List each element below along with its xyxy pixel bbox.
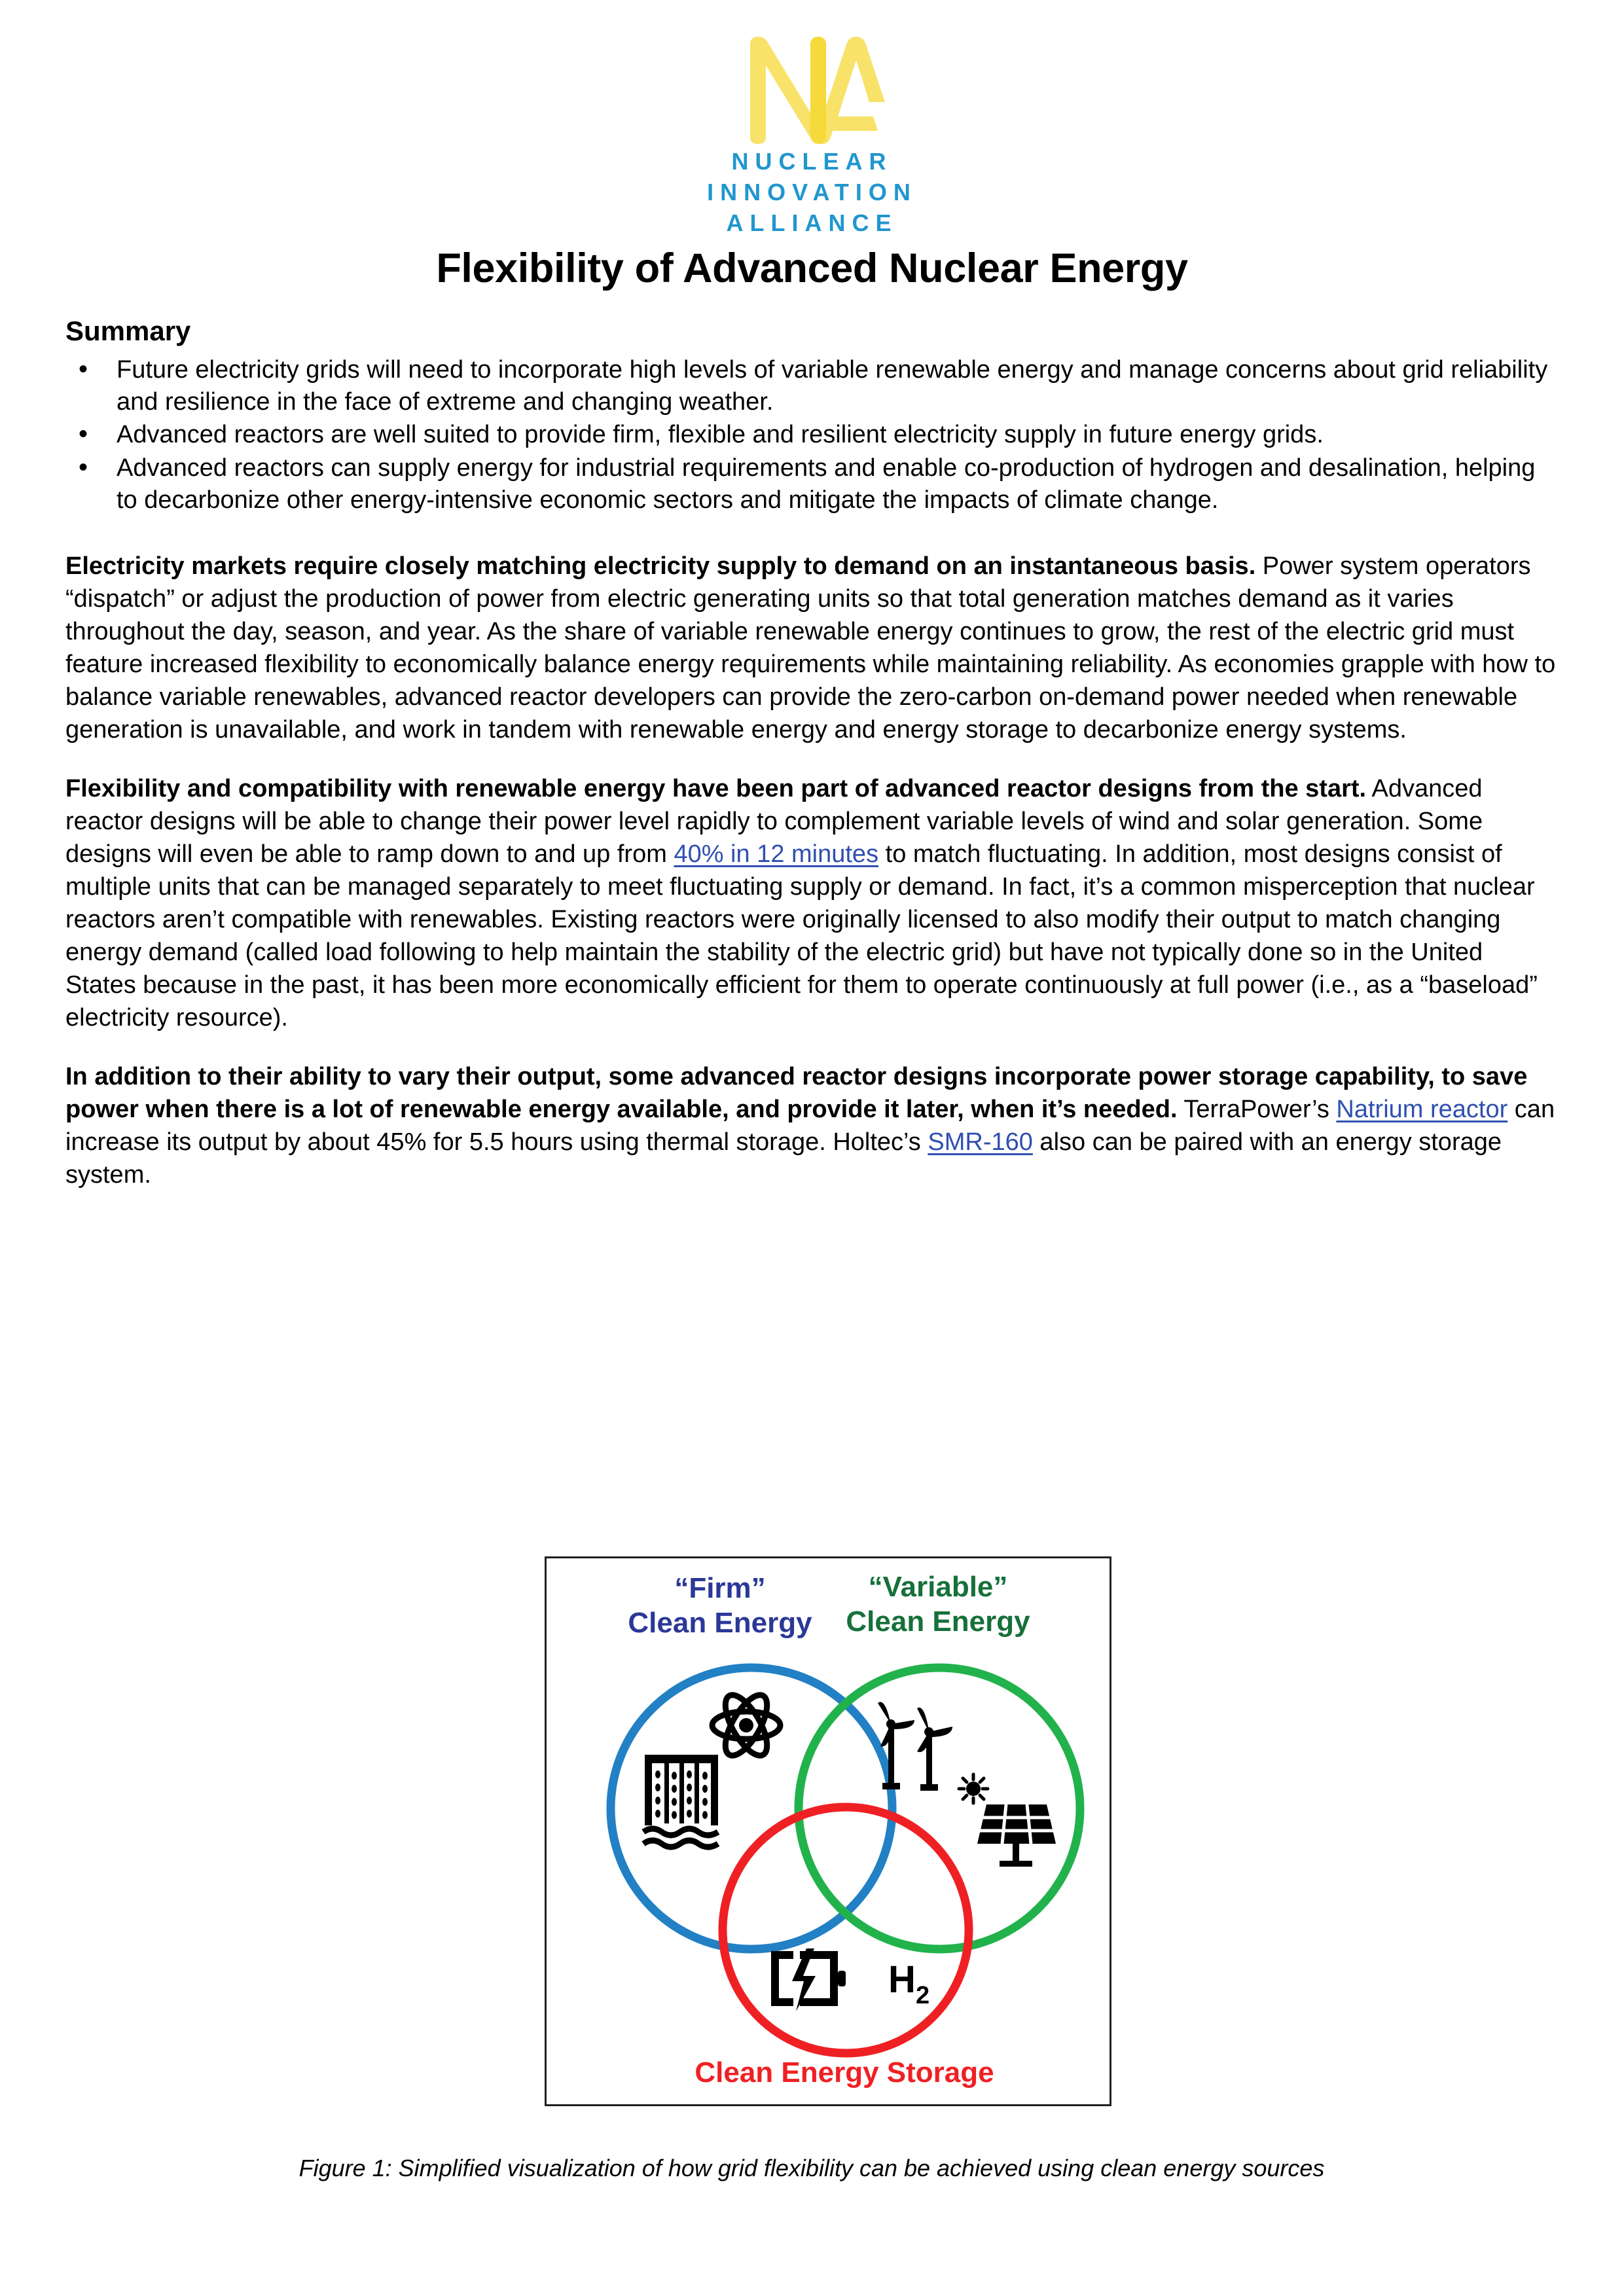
- h2-subscript: 2: [916, 1982, 930, 2009]
- paragraph-text: also can be paired with an energy storage system.: [65, 1128, 1502, 1189]
- variable-label-line2: Clean Energy: [846, 1605, 1030, 1638]
- link-natrium-reactor[interactable]: Natrium reactor: [1336, 1095, 1508, 1123]
- paragraph-lead-in: Flexibility and compatibility with renewable energy have been part of advanced reactor designs from the start.: [65, 775, 1367, 803]
- logo-line-alliance: ALLIANCE: [726, 209, 898, 236]
- paragraph-lead-in: Electricity markets require closely matching electricity supply to demand on an instantaneous basis.: [65, 552, 1256, 581]
- paragraph-flexibility-compatibility: [65, 773, 1558, 1035]
- paragraph-electricity-markets: [65, 550, 1558, 747]
- battery-charging-icon: [771, 1948, 846, 2011]
- paragraph-text: Advanced reactor designs will be able to change their power level rapidly to complement variable levels of wind and solar generation. Some designs will even be able to ramp down to and up from: [65, 775, 1483, 869]
- figure-caption: Figure 1: Simplified visualization of how grid flexibility can be achieved using clean energy sources: [298, 2155, 1325, 2181]
- firm-label-line1: “Firm”: [674, 1572, 766, 1604]
- h2-main: H: [888, 1958, 916, 2001]
- solar-panel-icon: [959, 1774, 1056, 1867]
- link-40-percent-in-12-minutes[interactable]: 40% in 12 minutes: [674, 840, 879, 869]
- paragraph-power-storage: [65, 1061, 1558, 1192]
- figure-1-venn-diagram: [545, 1556, 1111, 2106]
- storage-label: Clean Energy Storage: [695, 2056, 994, 2089]
- list-item: • Advanced reactors are well suited to provide firm, flexible and resilient electricity supply in future energy grids.: [65, 419, 1558, 451]
- page-title: Flexibility of Advanced Nuclear Energy: [436, 245, 1188, 292]
- wind-turbine-icon: [878, 1702, 952, 1791]
- logo-wordmark: [0, 147, 1624, 238]
- organization-logo: [0, 0, 1624, 238]
- paragraph-text: to match fluctuating. In addition, most designs consist of multiple units that can be managed separately to meet fluctuating supply or demand. In fact, it’s a common misperception that nuclear reactors aren’t compatible with renewables. Existing reactors were originally licensed to also modify their output to match changing energy demand (called load following to help maintain the stability of the electric grid) but have not typically done so in the United States because in the past, it has been more economically efficient for them to operate continuously at full power (i.e., as a “baseload” electricity resource).: [65, 840, 1538, 1032]
- clean-energy-storage-circle: [723, 1807, 969, 2053]
- hydrogen-label: [888, 1958, 929, 2009]
- document-body: [65, 314, 1558, 1192]
- atom-icon: [712, 1689, 780, 1761]
- firm-label-line2: Clean Energy: [628, 1607, 812, 1639]
- link-smr-160[interactable]: SMR-160: [928, 1128, 1033, 1156]
- venn-diagram-graphic: [547, 1558, 1110, 2104]
- hydro-dam-icon: [643, 1755, 718, 1847]
- summary-heading: Summary: [65, 315, 191, 346]
- paragraph-text: Power system operators “dispatch” or adjust the production of power from electric generating units so that total generation matches demand as it varies throughout the day, season, and year. As the share of variable renewable energy continues to grow, the rest of the electric grid must feature increased flexibility to economically balance energy requirements while maintaining reliability. As economies grapple with how to balance variable renewables, advanced reactor developers can provide the zero-carbon on-demand power needed when renewable generation is unavailable, and work in tandem with renewable energy and energy storage to decarbonize energy systems.: [65, 552, 1556, 744]
- logo-line-innovation: INNOVATION: [707, 178, 917, 206]
- paragraph-lead-in: In addition to their ability to vary their output, some advanced reactor designs incorporate power storage capability, to save power when there is a lot of renewable energy available, and provide it later, when it’s needed.: [65, 1063, 1528, 1123]
- paragraph-text: TerraPower’s: [1177, 1095, 1337, 1123]
- na-monogram-icon: [738, 33, 886, 144]
- paragraph-text: can increase its output by about 45% for 5.5 hours using thermal storage. Holtec’s: [65, 1095, 1555, 1156]
- sun-icon: [959, 1774, 988, 1803]
- list-item: • Advanced reactors can supply energy for industrial requirements and enable co-production of hydrogen and desalination, helping to decarbonize other energy-intensive economic sectors and mitigate the impacts of climate change.: [65, 452, 1558, 517]
- list-item: • Future electricity grids will need to incorporate high levels of variable renewable energy and manage concerns about grid reliability and resilience in the face of extreme and changing weather.: [65, 354, 1558, 419]
- logo-line-nuclear: NUCLEAR: [731, 148, 893, 175]
- variable-label-line1: “Variable”: [868, 1571, 1008, 1603]
- summary-bullet-list: [65, 354, 1558, 517]
